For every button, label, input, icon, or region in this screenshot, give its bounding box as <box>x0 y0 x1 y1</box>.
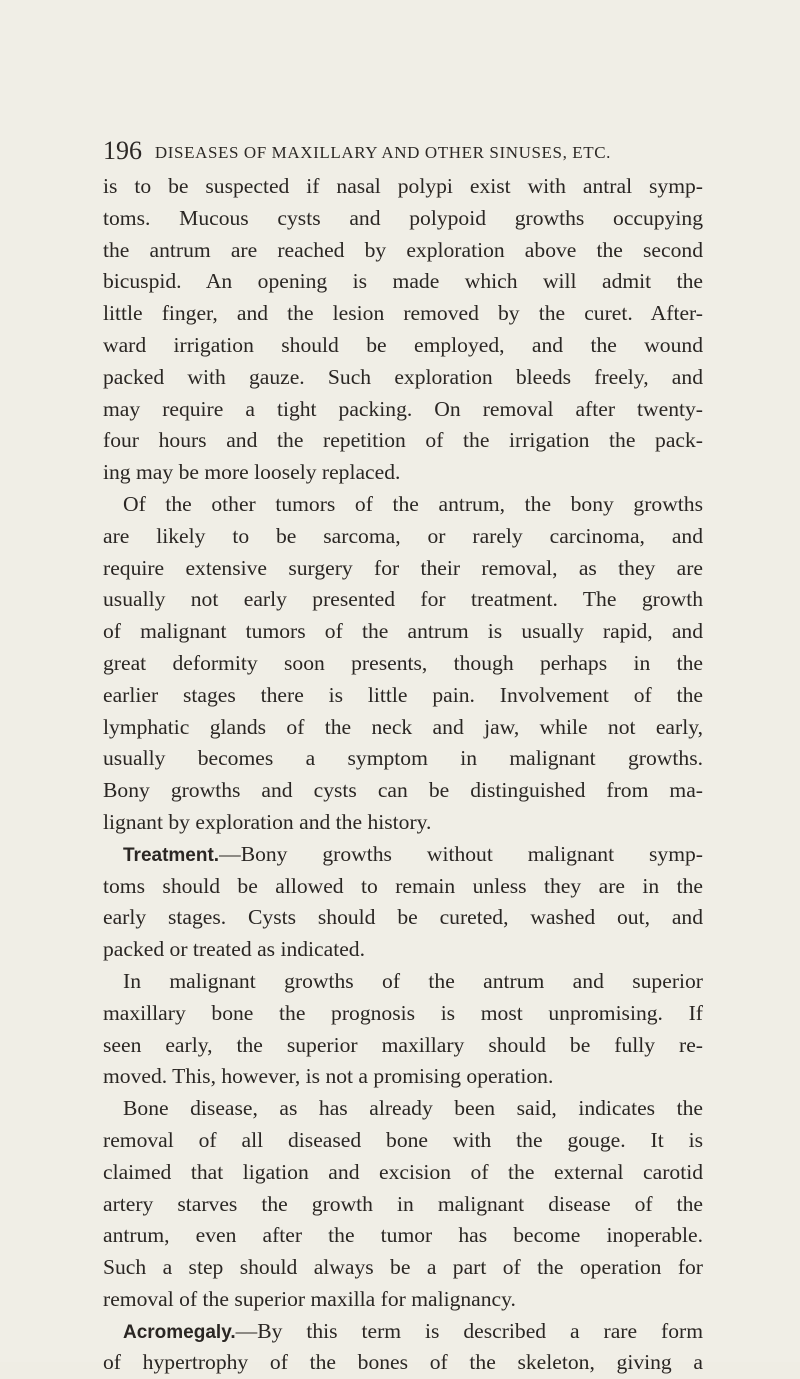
section-heading-line <box>103 1316 703 1348</box>
line-text: antrum, even after the tumor has become inoperable. <box>103 1223 703 1248</box>
text-line <box>103 807 703 839</box>
line-text: packed with gauze. Such exploration bleeds freely, and <box>103 364 703 389</box>
text-line <box>103 394 703 426</box>
line-text: —By this term is described a rare form <box>235 1318 703 1343</box>
section-heading-line <box>103 839 703 871</box>
text-line <box>103 521 703 553</box>
line-text: usually becomes a symptom in malignant growths. <box>103 746 703 771</box>
line-text: seen early, the superior maxillary should be fully re- <box>103 1032 703 1057</box>
text-line <box>103 1157 703 1189</box>
text-line <box>103 171 703 203</box>
line-text: early stages. Cysts should be cureted, washed out, and <box>103 905 703 930</box>
text-line <box>103 425 703 457</box>
text-line <box>103 1061 703 1093</box>
line-text: earlier stages there is little pain. Involvement of the <box>103 682 703 707</box>
page-number: 196 <box>103 136 142 165</box>
line-text: ing may be more loosely replaced. <box>103 460 401 485</box>
text-line <box>103 235 703 267</box>
line-text: may require a tight packing. On removal after twenty- <box>103 396 703 421</box>
text-line <box>103 330 703 362</box>
line-text: Of the other tumors of the antrum, the bony growths <box>123 491 703 516</box>
line-text: great deformity soon presents, though perhaps in the <box>103 650 703 675</box>
line-text: Bone disease, as has already been said, indicates the <box>123 1096 703 1121</box>
line-text: removal of all diseased bone with the gouge. It is <box>103 1127 703 1152</box>
text-line <box>103 680 703 712</box>
section-heading: Treatment. <box>123 844 220 866</box>
running-title: DISEASES OF MAXILLARY AND OTHER SINUSES, ETC. <box>154 143 612 162</box>
body-text <box>103 171 703 1379</box>
line-text: In malignant growths of the antrum and superior <box>123 968 703 993</box>
text-line <box>103 457 703 489</box>
line-text: claimed that ligation and excision of the external carotid <box>103 1159 703 1184</box>
text-line <box>103 712 703 744</box>
line-text: —Bony growths without malignant symp- <box>219 841 703 866</box>
text-line <box>103 1220 703 1252</box>
text-line <box>103 203 703 235</box>
line-text: toms should be allowed to remain unless they are in the <box>103 873 703 898</box>
text-line <box>103 584 703 616</box>
line-text: moved. This, however, is not a promising operation. <box>103 1064 554 1089</box>
line-text: four hours and the repetition of the irrigation the pack- <box>103 428 703 453</box>
line-text: usually not early presented for treatment. The growth <box>103 587 703 612</box>
line-text: require extensive surgery for their removal, as they are <box>103 555 703 580</box>
text-line <box>103 489 703 521</box>
section-heading: Acromegaly. <box>123 1321 236 1343</box>
line-text: of malignant tumors of the antrum is usually rapid, and <box>103 619 703 644</box>
text-line <box>103 1030 703 1062</box>
line-text: the antrum are reached by exploration above the second <box>103 237 703 262</box>
line-text: toms. Mucous cysts and polypoid growths occupying <box>103 205 703 230</box>
running-head <box>103 136 723 166</box>
line-text: little finger, and the lesion removed by the curet. After- <box>103 301 703 326</box>
text-line <box>103 1252 703 1284</box>
text-line <box>103 743 703 775</box>
line-text: maxillary bone the prognosis is most unpromising. If <box>103 1000 703 1025</box>
text-line <box>103 934 703 966</box>
line-text: removal of the superior maxilla for malignancy. <box>103 1286 516 1311</box>
line-text: lymphatic glands of the neck and jaw, while not early, <box>103 714 703 739</box>
line-text: is to be suspected if nasal polypi exist with antral symp- <box>103 174 703 198</box>
text-line <box>103 1125 703 1157</box>
text-line <box>103 871 703 903</box>
line-text: Such a step should always be a part of the operation for <box>103 1255 703 1280</box>
text-line <box>103 966 703 998</box>
text-line <box>103 553 703 585</box>
text-line <box>103 1284 703 1316</box>
line-text: of hypertrophy of the bones of the skeleton, giving a <box>103 1350 703 1375</box>
line-text: Bony growths and cysts can be distinguished from ma- <box>103 778 703 803</box>
text-line <box>103 902 703 934</box>
text-line <box>103 1347 703 1379</box>
line-text: bicuspid. An opening is made which will admit the <box>103 269 703 294</box>
text-line <box>103 775 703 807</box>
line-text: packed or treated as indicated. <box>103 937 365 962</box>
text-line <box>103 648 703 680</box>
text-line <box>103 1189 703 1221</box>
text-line <box>103 1093 703 1125</box>
line-text: artery starves the growth in malignant disease of the <box>103 1191 703 1216</box>
text-line <box>103 362 703 394</box>
line-text: lignant by exploration and the history. <box>103 809 432 834</box>
line-text: ward irrigation should be employed, and the wound <box>103 332 703 357</box>
text-line <box>103 616 703 648</box>
text-line <box>103 298 703 330</box>
text-line <box>103 998 703 1030</box>
text-line <box>103 266 703 298</box>
line-text: are likely to be sarcoma, or rarely carcinoma, and <box>103 523 703 548</box>
